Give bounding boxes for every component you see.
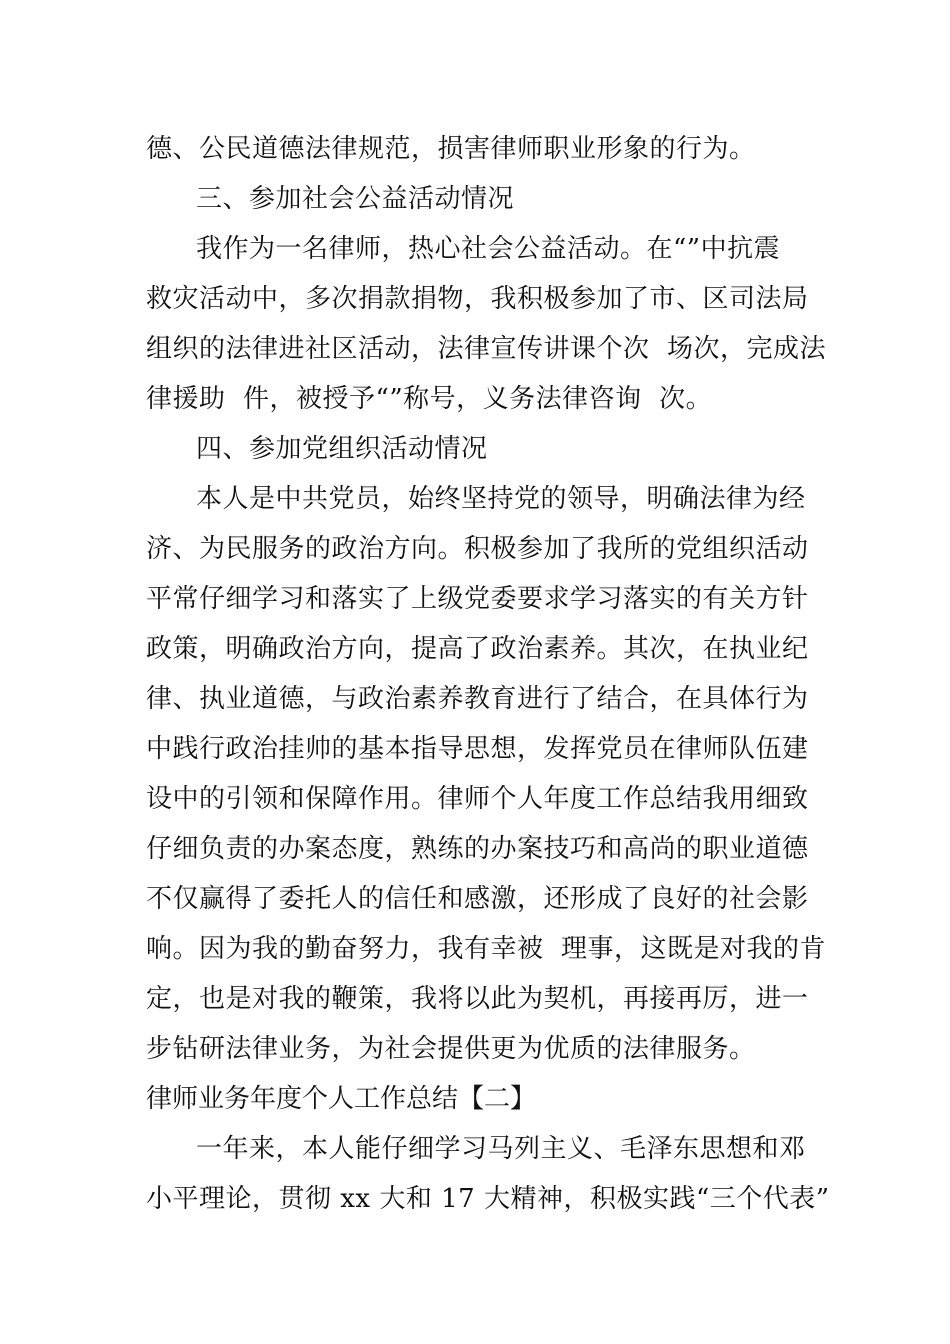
text-line: 不仅赢得了委托人的信任和感激，还形成了良好的社会影 xyxy=(146,884,809,914)
section-heading-3: 三、参加社会公益活动情况 xyxy=(196,184,515,214)
text-line: 步钻研法律业务，为社会提供更为优质的法律服务。 xyxy=(146,1034,756,1064)
text-line: 我作为一名律师，热心社会公益活动。在“”中抗震 xyxy=(196,234,781,264)
text-line: 济、为民服务的政治方向。积极参加了我所的党组织活动 xyxy=(146,534,809,564)
text-line: 中践行政治挂帅的基本指导思想，发挥党员在律师队伍建 xyxy=(146,734,809,764)
text-line: 救灾活动中，多次捐款捐物，我积极参加了市、区司法局 xyxy=(146,284,809,314)
text-line: 定，也是对我的鞭策，我将以此为契机，再接再厉，进一 xyxy=(146,984,809,1014)
text-line: 设中的引领和保障作用。律师个人年度工作总结我用细致 xyxy=(146,784,809,814)
text-line: 政策，明确政治方向，提高了政治素养。其次，在执业纪 xyxy=(146,634,809,664)
text-line: 小平理论，贯彻 xx 大和 17 大精神，积极实践“三个代表” xyxy=(146,1184,830,1214)
text-line: 仔细负责的办案态度，熟练的办案技巧和高尚的职业道德 xyxy=(146,834,809,864)
text-line: 本人是中共党员，始终坚持党的领导，明确法律为经 xyxy=(196,484,806,514)
text-line: 律援助 件，被授予“”称号，义务法律咨询 次。 xyxy=(146,384,713,414)
text-line: 平常仔细学习和落实了上级党委要求学习落实的有关方针 xyxy=(146,584,809,614)
text-line: 一年来，本人能仔细学习马列主义、毛泽东思想和邓 xyxy=(196,1134,806,1164)
text-line: 响。因为我的勤奋努力，我有幸被 理事，这既是对我的肯 xyxy=(146,934,827,964)
article-title: 律师业务年度个人工作总结【二】 xyxy=(146,1084,537,1114)
text-line: 组织的法律进社区活动，法律宣传讲课个次 场次，完成法 xyxy=(146,334,827,364)
text-line: 律、执业道德，与政治素养教育进行了结合，在具体行为 xyxy=(146,684,809,714)
section-heading-4: 四、参加党组织活动情况 xyxy=(196,434,488,464)
text-line: 德、公民道德法律规范，损害律师职业形象的行为。 xyxy=(146,134,756,164)
